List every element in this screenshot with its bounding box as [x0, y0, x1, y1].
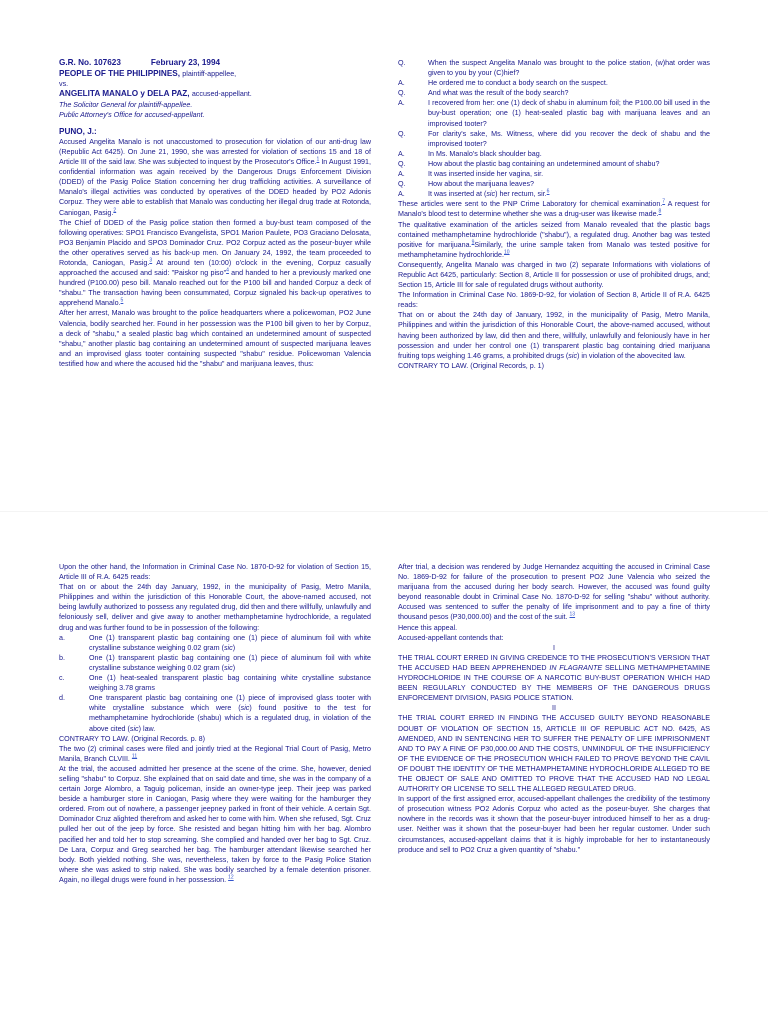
- item-text: One (1) heat-sealed transparent plastic bag containing white crystalline substance weighing 3.78 grams: [89, 674, 371, 693]
- testimony-marker: Q.: [398, 180, 406, 189]
- error-number: II: [552, 704, 556, 713]
- error-number: I: [553, 643, 555, 652]
- paragraph: CONTRARY TO LAW. (Original Records, p. 1): [398, 361, 545, 370]
- sic-mark: sic: [223, 643, 233, 652]
- paragraph-text: At around ten (10:00) o'clock in the evening, Corpuz casually approached the accused and said: "Paiskor ng piso": [59, 259, 371, 278]
- testimony-marker: A.: [398, 79, 405, 88]
- item-text: [89, 693, 371, 733]
- column-right-top: [398, 58, 710, 371]
- testimony-text: And what was the result of the body search?: [428, 89, 569, 98]
- paragraph: [59, 744, 371, 764]
- paragraph: In support of the first assigned error, accused-appellant challenges the credibility of the testimony of prosecution witness PO2 Adonis Corpuz who acted as the poseur-buyer. She charges that nowhere in the records was it shown that the poseur-buyer introduced himself to her as a drug-user. Neither was it shown that the poseur-buyer had been her regular customer. Under such circumstances, accused-appellant claims that it is highly improbable for her to instantaneously produce and sell to PO2 Cruz a given quantity of "shabu.": [398, 795, 710, 854]
- item-marker: d.: [59, 694, 65, 703]
- item-text-part: One transparent plastic bag containing one (1) piece of improvised glass tooter with white crystalline substance which were (: [89, 694, 371, 713]
- item-line: [59, 693, 371, 733]
- column-right-bottom: [398, 562, 710, 855]
- information-text: [398, 310, 710, 360]
- assigned-error: THE TRIAL COURT ERRED IN FINDING THE ACCUSED GUILTY BEYOND REASONABLE DOUBT OF VIOLATION OF SECTION 15, ARTICLE III OF REPUBLIC ACT NO. 6425, AS AMENDED, AND IN SENTENCING HER TO SUFFER THE PENALTY OF LIFE IMPRISONMENT AND TO PAY A FINE OF P30,000.00 AND THE COSTS, UNMINDFUL OF THE INSUFFICIENCY OF THE EVIDENCE OF THE PROSECUTION WHICH FAILED TO PROVE BEYOND THE CAVIL OF DOUBT THE IDENTITY OF THE METHAMPHETAMINE HYDROCHLORIDE ALLEGED TO BE THE OBJECT OF SALE AND OMITTED TO PROVE THAT THE ACCUSED HAD NO LEGAL AUTHORITY OR LICENSE TO SELL THE ALLEGED REGULATED DRUG.: [398, 714, 710, 794]
- paragraph-text: In August 1991, confidential information was again received by the Dangerous Drugs Enforcement Division (DDED) of the Pasig Police Station concerning her drug trafficking activities. A surveillance of Manalo's illegal activities was conducted by operatives of the DDED headed by PO2 Adonis Corpuz. They were able to establish that Manalo was conducting her illegal drug trade at Rotonda, Caniogan, Pasig.: [59, 158, 371, 217]
- testimony-marker: A.: [398, 170, 405, 179]
- plaintiff-role: plaintiff-appellee,: [182, 69, 237, 78]
- testimony-line: [398, 129, 710, 149]
- item-text-part: One (1) transparent plastic bag containing one (1) piece of aluminum foil with white crystalline substance weighing 0.02 gram (: [89, 653, 371, 672]
- sic-mark: sic: [486, 190, 496, 199]
- footnote-link[interactable]: 7: [662, 198, 666, 205]
- testimony-list: [398, 58, 710, 189]
- counsel-plaintiff: The Solicitor General for plaintiff-appellee.: [59, 100, 193, 109]
- testimony-line: [398, 98, 710, 128]
- sic-mark: sic: [240, 704, 250, 713]
- paragraph-text: The Chief of DDED of the Pasig police station then formed a buy-bust team composed of the following operatives: SPO1 Francisco Evangelista, SPO1 Marion Paulete, PO3 Graciano Delosata, PO3 Benjamin Placido and SPO3 Dominador Cruz. PO2 Corpuz acted as the poseur-buyer while the other operatives served as his back-up men. On January 24, 1992, the team proceeded to Rotonda, Caniogan, Pasig.: [59, 218, 371, 267]
- footnote-link[interactable]: 4: [226, 267, 229, 274]
- testimony-text: It was inserted inside her vagina, sir.: [428, 170, 544, 179]
- testimony-marker: Q.: [398, 89, 406, 98]
- column-left-bottom: [59, 562, 371, 885]
- accused-line: [59, 89, 371, 100]
- paragraph-text: and handed to her a previously marked one hundred (P100.00) peso bill. Manalo reached out for the P100 bill and handed Corpuz a deck of "shabu." The transaction having been consummated, Corpuz signaled his back-up operatives to apprehend Manalo.: [59, 269, 371, 308]
- case-heading: [59, 58, 371, 69]
- footnote-link[interactable]: 3: [149, 257, 153, 264]
- testimony-text: I recovered from her: one (1) deck of shabu in aluminum foil; the P100.00 bill used in the buy-bust operation; one (1) heat-sealed plastic bag with marijuana leaves and an improvised tooter?: [428, 99, 710, 128]
- paragraph: CONTRARY TO LAW. (Original Records. p. 8): [59, 734, 206, 743]
- plaintiff-line: [59, 69, 371, 80]
- testimony-text: [428, 189, 710, 199]
- item-marker: b.: [59, 653, 65, 662]
- paragraph-text: The two (2) criminal cases were filed and jointly tried at the Regional Trial Court of Pasig, Metro Manila, Branch CLVIII.: [59, 744, 371, 763]
- testimony-line: [398, 78, 710, 88]
- paragraph-text: Accused Angelita Manalo is not unaccustomed to prosecution for violation of our anti-drug law (Republic Act 6425). On June 21, 1990, she was arrested for violation of sections 15 and 18 of Article III of the said law. She was subjected to inquest by the Prosecutor's Office.: [59, 137, 371, 167]
- paragraph: Consequently, Angelita Manalo was charged in two (2) separate Informations with violations of Republic Act 6425, particularly: Section 8, Article II for possession or use of prohibited drugs, and; Section 15, Article III for sale of regulated drugs without authority.: [398, 260, 710, 290]
- testimony-line: [398, 149, 710, 159]
- counsel-accused: Public Attorney's Office for accused-appellant.: [59, 110, 205, 119]
- testimony-marker: A.: [398, 190, 405, 199]
- column-left-top: [59, 58, 371, 369]
- sic-mark: sic: [129, 724, 139, 733]
- testimony-text: When the suspect Angelita Manalo was brought to the police station, (w)hat order was given to you by your (C)hief?: [428, 59, 710, 78]
- testimony-line: [398, 179, 710, 189]
- accused-name: ANGELITA MANALO y DELA PAZ,: [59, 89, 190, 99]
- footnote-link[interactable]: 8: [658, 209, 662, 216]
- testimony-text: How about the marijuana leaves?: [428, 180, 534, 189]
- paragraph: Accused-appellant contends that:: [398, 633, 504, 642]
- footnote-link[interactable]: 5: [120, 298, 124, 304]
- footnote-link[interactable]: 12: [228, 874, 234, 881]
- item-line: [59, 633, 371, 653]
- item-text-part: ) law.: [138, 724, 156, 733]
- testimony-text: For clarity's sake, Ms. Witness, where did you recover the deck of shabu and the improvised tooter?: [428, 129, 710, 148]
- item-marker: c.: [59, 674, 65, 683]
- footnote-link[interactable]: 10: [503, 249, 510, 256]
- paragraph-text: ) in violation of the abovecited law.: [577, 351, 686, 360]
- sic-mark: sic: [223, 663, 233, 672]
- footnote-link[interactable]: 9: [471, 239, 475, 246]
- testimony-line: [398, 58, 710, 78]
- error-text: SELLING METHAMPHETAMINE HYDROCHLORIDE IN THE COURSE OF A NARCOTIC BUY-BUST OPERATION WHICH HAD BEEN REGULARLY CONDUCTED BY THE MEMBERS OF THE DANGEROUS DRUGS ENFORCEMENT DIVISION, PASIG POLICE STATION.: [398, 663, 711, 703]
- plaintiff-name: PEOPLE OF THE PHILIPPINES,: [59, 68, 181, 78]
- paragraph-text: A request for Manalo's blood test to determine whether she was a drug-user was likewise made.: [398, 200, 710, 219]
- sic-mark: sic: [568, 351, 578, 360]
- error-text-italic: IN FLAGRANTE: [549, 663, 603, 672]
- ponente: PUNO, J.:: [59, 126, 97, 136]
- footnote-link[interactable]: 2: [113, 207, 117, 214]
- testimony-line: [398, 169, 710, 179]
- item-text: [89, 653, 371, 673]
- paragraph: After her arrest, Manalo was brought to the police headquarters where a policewoman, PO2 June Valencia, bodily searched her. Found in her possession was the P100 bill given to her by Corpuz, a deck of "shabu," a sealed plastic bag which contained an undetermined amount of suspected "shabu," another plastic bag containing an undetermined amount of suspected marijuana leaves and an improvised glass tooter containing suspected "shabu" residue. Policewoman Valencia testified how and where the accused hid the "shabu" and marijuana leaves, thus:: [59, 309, 371, 368]
- information-text: That on or about the 24th day January, 1992, in the municipality of Pasig, Metro Manila, Philippines and within the jurisdiction of this Honorable Court, the above-named accused, not being lawfully authorized to possess any regulated drug, did then and there willfully, unlawfully and feloniously sell, deliver and give away to another methamphetamine hydrochloride, a regulated drug and was further found to be in possession of the following:: [59, 583, 371, 632]
- paragraph-text: At the trial, the accused admitted her presence at the scene of the crime. She, however, denied selling "shabu" to Corpuz. She explained that on said date and time, she was in the company of a certain Jorge Alombro, a Taguig policeman, inside an owner-type jeep. Their jeep was parked beside a hamburger store in Caniogan, Pasig where they were waiting for the hamburger they ordered. From out of nowhere, a passenger jeepney parked in front of their vehicle. A certain Sgt. Dominador Cruz alighted therefrom and asked her to come with him. When she refused, Sgt. Cruz pulled her out of the jeep by force. She resisted and began hitting him with her bag. Alombro pacified her and told her to stop screaming. She complied and handed over her bag to Sgt. Cruz. De Lara, Corpuz and Greg searched her bag. The hamburger attendant likewise searched her body. Both yielded nothing. She was, nevertheless, taken by force to the Pasig Police Station where she was asked to strip naked. She was bodily searched by a female detention prisoner. Again, no illegal drugs were found in her possession.: [59, 764, 371, 884]
- testimony-line: [398, 189, 710, 199]
- item-text-part: ): [232, 643, 236, 652]
- page-two: [0, 512, 768, 1024]
- footnote-link[interactable]: 13: [569, 612, 576, 619]
- testimony-text: How about the plastic bag containing an undetermined amount of shabu?: [428, 159, 660, 168]
- testimony-marker: Q.: [398, 159, 406, 168]
- case-number: G.R. No. 107623: [59, 58, 121, 67]
- paragraph: [59, 218, 371, 309]
- testimony-marker: Q.: [398, 59, 406, 67]
- paragraph: The Information in Criminal Case No. 1869-D-92, for violation of Section 8, Article II of R.A. 6425 reads:: [398, 291, 710, 310]
- assigned-error: [398, 653, 710, 703]
- item-text-part: ) found positive to the test for methamphetamine hydrochloride (shabu) which is a regulated drug, in violation of the above cited (: [89, 704, 371, 733]
- testimony-text-part: It was inserted at (: [428, 190, 487, 199]
- footnote-link[interactable]: 1: [316, 156, 320, 163]
- testimony-marker: A.: [398, 149, 405, 158]
- paragraph-text: These articles were sent to the PNP Crime Laboratory for chemical examination.: [398, 200, 663, 209]
- paragraph: [59, 137, 371, 218]
- paragraph: Upon the other hand, the Information in Criminal Case No. 1870-D-92 for violation of Section 15, Article III of R.A. 6425 reads:: [59, 563, 371, 582]
- testimony-text: He ordered me to conduct a body search on the suspect.: [428, 79, 608, 88]
- item-line: [59, 673, 371, 693]
- testimony-marker: A.: [398, 99, 405, 108]
- accused-role: accused-appellant.: [191, 90, 252, 99]
- testimony-text-part: ) her rectum, sir.: [495, 190, 547, 199]
- item-text-part: ): [232, 663, 236, 672]
- footnote-link[interactable]: 11: [131, 753, 138, 760]
- testimony-line: [398, 159, 710, 169]
- item-text: [89, 633, 371, 653]
- testimony-text: In Ms. Manalo's black shoulder bag.: [428, 149, 542, 158]
- item-text-part: One (1) transparent plastic bag containing one (1) piece of aluminum foil with white crystalline substance weighing 0.02 gram (: [89, 633, 371, 652]
- paragraph: [59, 764, 371, 885]
- paragraph: [398, 199, 710, 219]
- testimony-marker: Q.: [398, 129, 406, 138]
- error-text: THE TRIAL COURT ERRED IN GIVING CREDENCE TO THE PROSECUTION'S VERSION THAT THE ACCUSED HAD BEEN APPREHENDED: [398, 653, 710, 672]
- item-marker: a.: [59, 633, 65, 642]
- testimony-line: [398, 88, 710, 98]
- paragraph-text: Similarly, the urine sample taken from Manalo was tested positive for methamphetamine hydrochloride.: [398, 240, 710, 259]
- versus: vs.: [59, 80, 69, 88]
- paragraph: [398, 220, 710, 260]
- paragraph: Hence this appeal.: [398, 623, 458, 632]
- paragraph-text: The qualitative examination of the articles seized from Manalo revealed that the plastic bags contained methamphetamine hydrochloride ("shabu"), a regulated drug. Another bag was tested positive for marijuana.: [398, 220, 710, 249]
- footnote-link[interactable]: 6: [546, 188, 550, 195]
- item-line: [59, 653, 371, 673]
- paragraph-text: After trial, a decision was rendered by Judge Hernandez acquitting the accused in Criminal Case No. 1869-D-92 for failure of the prosecution to present PO2 June Valencia who seized the marijuana from the accused during her body search. However, the accused was found guilty beyond reasonable doubt in Criminal Case No. 1870-D-92 for selling "shabu" without authority. Accused was sentenced to suffer the penalty of life imprisonment and to pay a fine of thirty thousand pesos (P30,000.00) and the cost of the suit.: [398, 563, 710, 622]
- paragraph-text: That on or about the 24th day of January, 1992, in the municipality of Pasig, Metro Manila, Philippines and within the jurisdiction of this Honorable Court, the above-named accused, without having been authorized by law, did then and there, willfully, unlawfully and feloniously have in her possession and under her control one (1) transparent plastic bag containing dried marijuana fruiting tops weighing 1.46 grams, a prohibited drugs (: [398, 311, 710, 360]
- case-date: February 23, 1994: [150, 58, 221, 67]
- paragraph: [398, 562, 710, 623]
